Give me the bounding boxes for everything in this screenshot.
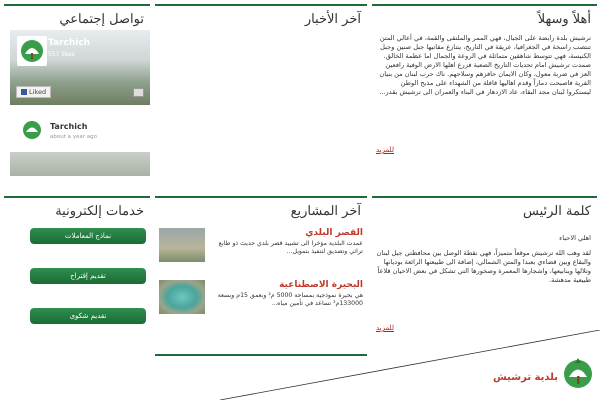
welcome-title: أهلاً وسهلاً — [537, 12, 591, 27]
facebook-post — [10, 114, 150, 176]
project-title[interactable]: البحيرة الاصطناعية — [279, 280, 363, 290]
decorative-diagonal — [220, 330, 600, 400]
facebook-likes-count: 557 likes — [48, 51, 75, 58]
project-item[interactable] — [159, 280, 363, 314]
suggestion-button[interactable]: تقديم إقتراح — [30, 268, 146, 284]
projects-panel — [155, 196, 367, 326]
facebook-icon — [21, 89, 27, 95]
president-panel — [372, 196, 597, 346]
project-image[interactable] — [159, 228, 205, 262]
president-title: كلمة الرئيس — [523, 204, 591, 219]
news-panel — [155, 4, 367, 176]
facebook-page-card[interactable] — [10, 30, 150, 105]
news-header — [155, 4, 367, 32]
facebook-liked-label: Liked — [29, 88, 47, 96]
project-desc: عمدت البلدية مؤخرا الى تشييد قصر بلدي حديث ذو طابع تراثي وتصديق لتنفيذ بتمويل... — [218, 240, 363, 255]
post-time: about a year ago — [50, 134, 97, 140]
welcome-panel — [372, 4, 597, 176]
post-avatar-icon — [22, 120, 42, 140]
project-desc: هي بحيرة نموذجية بمساحة 5000 م² وبعمق 15م وبسعة 133000م³ تساعد في تأمين مياه... — [217, 292, 363, 307]
social-header — [4, 4, 150, 32]
welcome-text: ترشيش بلدة رابضة على الجبال، فهي الممر والملتقى والقمة، في أعالي المتن تنتصب راسخة في الجغرافيا، عريقة في التاريخ، يتنازع مقاتيها جبل صنين وجبل الكنيسة، فهي تتوسط شاهقين متماثلة في الروعة والجمال اما عظمة الخالق. صمدت ترشيش امام تحديات التاريخ الصعبة فزرع اهلها الارض الوفية رافعين العز في ضربة معول، وكان الايمان حافزهم وسلاحهم. ناك حرب لبنان من بنيان القرية فاصبحت دماراً وقدم اهاليها قافلة من الشهداء على مذبح الوطن ليستكروا لبنان مجد البقاء، عاد الازدهار في البناء والعمران الى ترشيش بقدر... — [379, 34, 591, 96]
president-more-link[interactable]: للمزيد — [376, 324, 394, 332]
welcome-header — [372, 4, 597, 32]
complaint-button[interactable]: تقديم شكوى — [30, 308, 146, 324]
president-body: لقد وهب الله ترشيش موقعاً متميزاً، فهي نقطة الوصل بين محافظتي جبل لبنان والبقاع وبين قضاءي بعبدا والمتن الشمالي، إضافة الى طبيعتها الرائعة بوديانها وتلالها وينابيعها، واشجارها المعمرة وصخورها التي تشكل في بعض الاحيان قلاعاً طبيعية مدهشة. — [376, 249, 591, 284]
welcome-more-link[interactable]: للمزيد — [376, 146, 394, 154]
projects-title: آخر المشاريع — [290, 204, 361, 219]
share-icon[interactable] — [133, 88, 144, 97]
forms-button[interactable]: نماذج المعاملات — [30, 228, 146, 244]
tarchich-logo-icon — [17, 36, 47, 66]
eservices-panel — [4, 196, 150, 326]
project-image[interactable] — [159, 280, 205, 314]
president-text — [376, 234, 591, 285]
eservices-title: خدمات إلكترونية — [55, 204, 144, 219]
president-greeting: اهلي الاحباء — [559, 234, 591, 242]
social-title: تواصل إجتماعي — [59, 12, 144, 27]
facebook-page-name: Tarchich — [48, 38, 91, 48]
municipality-name[interactable]: بلدية ترشيش — [493, 372, 558, 383]
facebook-liked-button[interactable] — [16, 86, 51, 98]
project-title[interactable]: القصر البلدي — [305, 228, 363, 238]
eservices-header — [4, 196, 150, 224]
post-author[interactable]: Tarchich — [50, 122, 88, 131]
social-panel — [4, 4, 150, 176]
municipality-logo-icon[interactable] — [562, 356, 594, 390]
news-title: آخر الأخبار — [304, 12, 361, 27]
president-header — [372, 196, 597, 224]
projects-header — [155, 196, 367, 224]
post-image[interactable] — [10, 152, 150, 176]
project-item[interactable] — [159, 228, 363, 262]
